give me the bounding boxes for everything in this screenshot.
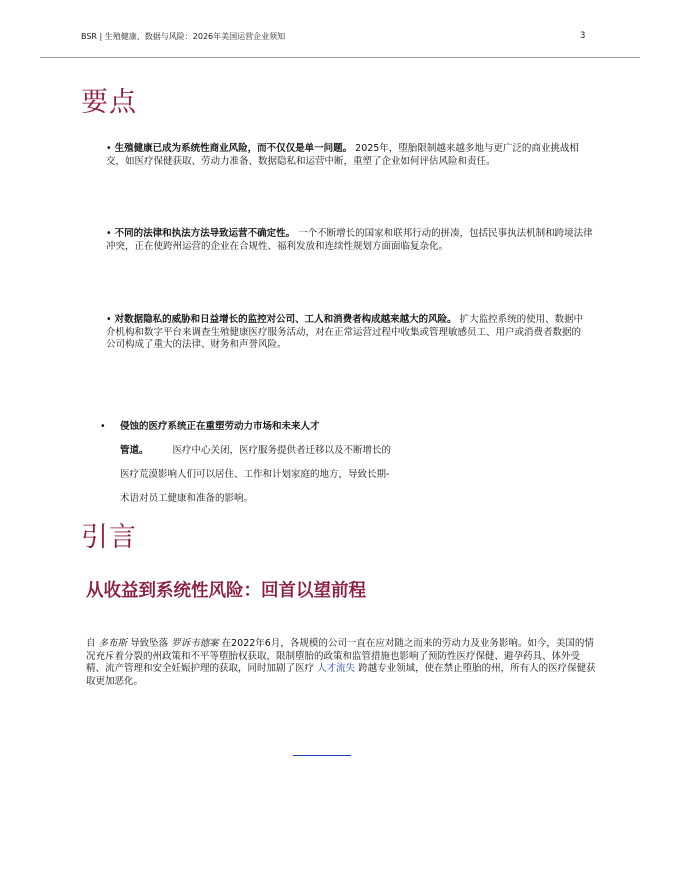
key-point-2 <box>106 228 596 253</box>
key-point-1-lead: 生殖健康已成为系统性商业风险，而不仅仅是单一问题。 <box>114 143 353 154</box>
case-name-roe: 罗诉韦德案 <box>171 638 219 649</box>
key-point-4-line-1: 侵蚀的医疗系统正在重塑劳动力市场和未来人才 <box>120 421 320 432</box>
key-point-2-lead: 不同的法律和执法方法导致运营不确定性。 <box>114 228 296 239</box>
bullet: • <box>106 314 112 325</box>
footnote-link-underline <box>293 755 351 756</box>
key-point-4-bullet: • <box>100 421 106 432</box>
introduction-heading: 引言 <box>81 522 137 553</box>
key-point-4-line-4: 术语对员工健康和准备的影响。 <box>120 493 254 504</box>
key-point-4-line-2: 管道。 医疗中心关闭，医疗服务提供者迁移以及不断增长的 <box>120 445 392 456</box>
key-point-3-lead: 对数据隐私的威胁和日益增长的监控对公司、工人和消费者构成越来越大的风险。 <box>114 314 457 325</box>
talent-drain-link[interactable]: 人才流失 <box>317 663 356 674</box>
case-name-dobbs: 多布斯 <box>98 638 128 649</box>
key-point-3 <box>106 314 586 352</box>
key-point-3-body: 扩大监控系统的使用、数据中介机构和数字平台来调查生殖健康医疗服务活动，对在正常运营过程中收集或管理敏感员工、用户或消费者数据的公司构成了重大的法律、财务和声誉风险。 <box>106 314 584 350</box>
bullet: • <box>106 228 112 239</box>
key-point-4-line-3: 医疗荒漠影响人们可以居住、工作和计划家庭的地方，导致长期- <box>120 469 390 480</box>
header-divider <box>40 57 640 58</box>
key-point-1 <box>106 143 596 168</box>
key-point-2-body: 一个不断增长的国家和联邦行动的拼凑，包括民事执法机制和跨境法律冲突，正在使跨州运营的企业在合规性、福利发放和连续性规划方面面临复杂化。 <box>106 228 593 252</box>
introduction-subheading: 从收益到系统性风险：回首以望前程 <box>86 581 366 601</box>
key-points-heading: 要点 <box>81 87 137 118</box>
key-point-4 <box>120 415 450 511</box>
running-header: BSR | 生殖健康、数据与风险：2026年美国运营企业须知 <box>81 32 286 41</box>
introduction-paragraph: 自 多布斯 导致坠落 罗诉韦德案 在2022年6月，各规模的公司一直在应对随之而来的劳动力及业务影响。如今，美国的情况充斥着分裂的州政策和不平等堕胎权获取，限制堕胎的政策和监管措施也影响了预防性医疗保健、避孕药具、体外受精、流产管理和安全妊娠护理的获取，同时加剧了医疗 人才流失 跨越专业领域，使在禁止堕胎的州，所有人的医疗保健获取更加恶化。 <box>86 638 596 687</box>
bullet: • <box>106 143 112 154</box>
page-number: 3 <box>580 31 586 41</box>
key-point-1-body: 2025年，堕胎限制越来越多地与更广泛的商业挑战相交，如医疗保健获取、劳动力准备、数据隐私和运营中断，重塑了企业如何评估风险和责任。 <box>106 143 579 167</box>
